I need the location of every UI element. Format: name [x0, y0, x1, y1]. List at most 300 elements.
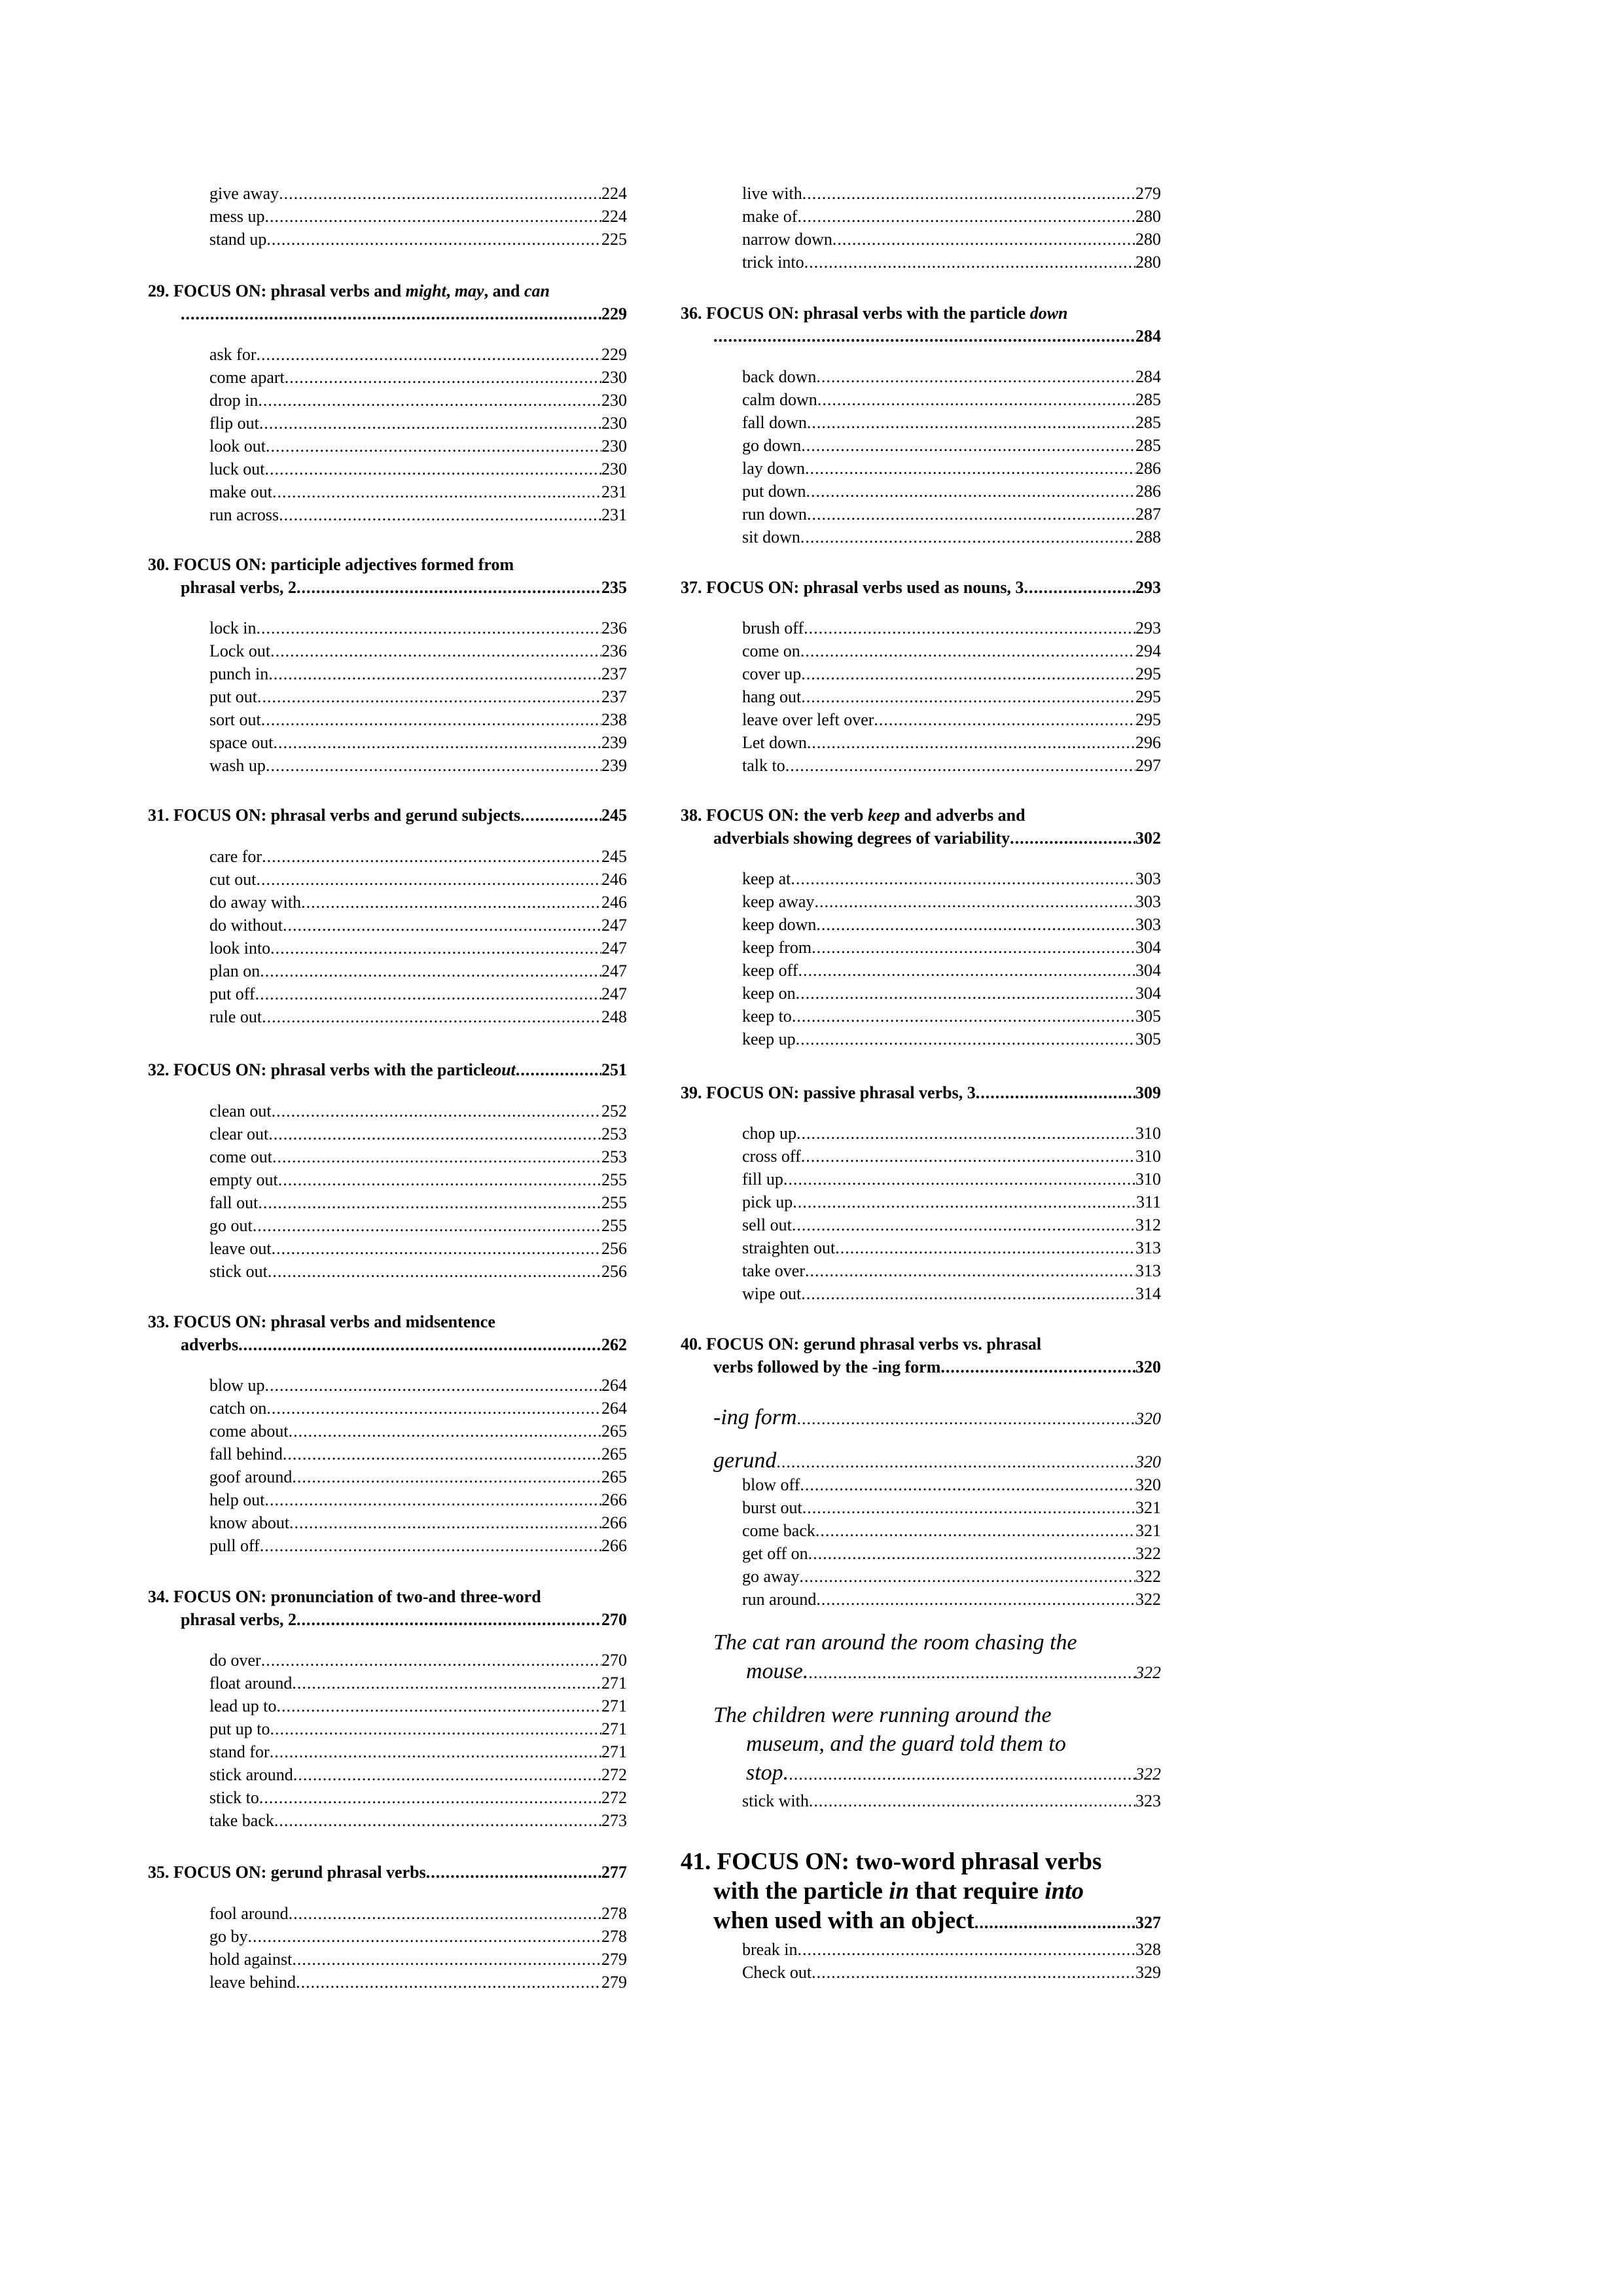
leader-dots — [832, 228, 1135, 251]
toc-entry[interactable] — [742, 936, 1161, 959]
page-number: 246 — [601, 870, 627, 889]
entry-label: hang out — [742, 687, 802, 706]
leader-dots — [258, 1191, 601, 1214]
toc-entry[interactable] — [209, 1534, 627, 1557]
toc-entry[interactable] — [209, 1100, 627, 1122]
italic-toc-entry[interactable] — [681, 1446, 1161, 1477]
leader-dots — [797, 1938, 1135, 1961]
toc-entry[interactable] — [209, 1005, 627, 1028]
entry-label: go away — [742, 1567, 800, 1586]
leader-dots — [776, 1448, 1135, 1477]
entry-label: Lock out — [209, 641, 271, 660]
toc-entry[interactable] — [209, 1374, 627, 1397]
toc-entry[interactable] — [742, 480, 1161, 503]
entry-label: ask for — [209, 345, 257, 364]
toc-entry[interactable] — [742, 754, 1161, 777]
toc-line — [148, 1861, 627, 1884]
toc-entry[interactable] — [209, 343, 627, 366]
leader-dots — [804, 251, 1135, 274]
toc-entry[interactable] — [742, 1028, 1161, 1050]
leader-dots — [285, 366, 601, 389]
toc-entry[interactable] — [742, 1145, 1161, 1168]
toc-entry[interactable] — [742, 1168, 1161, 1191]
leader-dots — [796, 982, 1135, 1005]
toc-entry[interactable] — [209, 1465, 627, 1488]
entry-label: keep away — [742, 892, 815, 911]
entry-label: straighten out — [742, 1238, 836, 1257]
page-number: 288 — [1135, 528, 1161, 547]
italic-toc-entry[interactable] — [681, 1403, 1161, 1433]
leader-dots — [799, 1565, 1135, 1588]
page-number: 245 — [601, 806, 627, 825]
toc-entry[interactable] — [742, 731, 1161, 754]
section-heading[interactable] — [681, 1081, 1161, 1104]
leader-dots — [796, 1028, 1135, 1050]
entry-label: make out — [209, 482, 273, 501]
page-number: 230 — [601, 391, 627, 410]
page-number: 295 — [1135, 664, 1161, 683]
leader-dots — [805, 1259, 1135, 1282]
entry-label: go out — [209, 1216, 253, 1235]
leader-dots — [801, 1282, 1135, 1305]
italic-toc-entry[interactable] — [681, 1628, 1161, 1687]
leader-dots — [265, 1488, 602, 1511]
page-number: 270 — [601, 1610, 627, 1629]
toc-entry[interactable] — [742, 182, 1161, 205]
leader-dots — [248, 1925, 602, 1948]
page-number: 256 — [601, 1262, 627, 1281]
toc-entry[interactable] — [209, 1488, 627, 1511]
page-number: 313 — [1135, 1261, 1161, 1280]
page-number: 310 — [1135, 1124, 1161, 1143]
leader-dots — [792, 1005, 1135, 1028]
toc-entry[interactable] — [209, 1672, 627, 1695]
page-number: 238 — [601, 710, 627, 729]
toc-entry[interactable] — [742, 411, 1161, 434]
heading-text: 35. FOCUS ON: gerund phrasal verbs — [148, 1863, 426, 1882]
entry-label: fool around — [209, 1904, 289, 1923]
entry-label: wash up — [209, 756, 266, 775]
page-number: 239 — [601, 756, 627, 775]
toc-block — [681, 804, 1161, 850]
leader-dots — [793, 1191, 1136, 1213]
toc-entry[interactable] — [209, 1511, 627, 1534]
page-number: 253 — [601, 1124, 627, 1143]
page-number: 272 — [601, 1765, 627, 1784]
toc-entry[interactable] — [209, 182, 627, 205]
leader-dots — [266, 754, 601, 777]
page-number: 320 — [1135, 1409, 1161, 1428]
entry-list — [148, 343, 627, 526]
heading-text: phrasal verbs, 2 — [181, 578, 296, 597]
entry-label: blow off — [742, 1475, 800, 1494]
entry-label: fall out — [209, 1193, 259, 1212]
entry-label: rule out — [209, 1007, 262, 1026]
entry-list — [148, 617, 627, 777]
toc-entry[interactable] — [742, 434, 1161, 457]
toc-entry[interactable] — [209, 754, 627, 777]
entry-label: fill up — [742, 1170, 783, 1189]
leader-dots — [270, 1717, 601, 1740]
toc-entry[interactable] — [742, 890, 1161, 913]
section-heading[interactable] — [148, 553, 627, 599]
leader-dots — [806, 480, 1136, 503]
heading-line — [681, 302, 1161, 325]
page-number: 271 — [601, 1742, 627, 1761]
toc-entry[interactable] — [742, 1519, 1161, 1542]
toc-entry[interactable] — [742, 1961, 1161, 1984]
toc-entry[interactable] — [209, 228, 627, 251]
toc-block — [681, 1701, 1161, 1789]
leader-dots — [296, 1971, 601, 1994]
toc-entry[interactable] — [209, 1717, 627, 1740]
section-heading[interactable] — [681, 804, 1161, 850]
toc-entry[interactable] — [209, 1168, 627, 1191]
heading-line — [681, 1876, 1161, 1906]
leader-dots — [272, 1237, 601, 1260]
page-number: 279 — [1135, 184, 1161, 203]
toc-entry[interactable] — [209, 480, 627, 503]
toc-entry[interactable] — [209, 639, 627, 662]
toc-entry[interactable] — [209, 1786, 627, 1809]
italic-text: mouse. — [746, 1659, 809, 1683]
entry-label: cover up — [742, 664, 802, 683]
italic-text: may — [454, 281, 484, 300]
page-number: 230 — [601, 459, 627, 478]
section-heading[interactable] — [681, 302, 1161, 348]
toc-entry[interactable] — [742, 205, 1161, 228]
toc-block — [681, 302, 1161, 348]
toc-block — [681, 1847, 1161, 1937]
page-number: 231 — [601, 505, 627, 524]
entry-label: do without — [209, 916, 283, 935]
entry-label: keep from — [742, 938, 812, 957]
entry-label: float around — [209, 1674, 293, 1693]
toc-entry[interactable] — [209, 1925, 627, 1948]
entry-label: stick to — [209, 1788, 259, 1807]
toc-entry[interactable] — [209, 412, 627, 435]
leader-dots — [283, 1443, 601, 1465]
toc-entry[interactable] — [742, 685, 1161, 708]
toc-entry[interactable] — [742, 1938, 1161, 1961]
toc-entry[interactable] — [209, 731, 627, 754]
toc-entry[interactable] — [209, 1397, 627, 1420]
leader-dots — [253, 1214, 601, 1237]
section-heading[interactable] — [681, 576, 1161, 599]
leader-dots — [1024, 576, 1135, 599]
toc-entry[interactable] — [209, 1971, 627, 1994]
heading-line: 33. FOCUS ON: phrasal verbs and midsentence — [148, 1312, 495, 1331]
entry-label: stand up — [209, 230, 267, 249]
page-number: 247 — [601, 939, 627, 958]
page-number: 224 — [601, 207, 627, 226]
entry-label: Check out — [742, 1963, 812, 1982]
leader-dots — [800, 526, 1135, 548]
toc-entry[interactable] — [742, 913, 1161, 936]
page-number: 225 — [601, 230, 627, 249]
section-heading[interactable] — [148, 1585, 627, 1631]
entry-label: stick around — [209, 1765, 293, 1784]
section-heading-large[interactable] — [681, 1847, 1161, 1937]
entry-label: make of — [742, 207, 798, 226]
entry-label: cross off — [742, 1147, 801, 1166]
toc-entry[interactable] — [742, 1005, 1161, 1028]
section-heading[interactable] — [148, 1310, 627, 1356]
toc-entry[interactable] — [742, 1565, 1161, 1588]
leader-dots — [802, 182, 1135, 205]
toc-entry[interactable] — [742, 228, 1161, 251]
toc-entry[interactable] — [209, 1948, 627, 1971]
page-number: 265 — [601, 1467, 627, 1486]
heading-text: verbs followed by the -ing form — [713, 1357, 941, 1376]
toc-entry[interactable] — [209, 708, 627, 731]
toc-entry[interactable] — [209, 1260, 627, 1283]
page-number: 231 — [601, 482, 627, 501]
page-number: 247 — [601, 984, 627, 1003]
toc-entry[interactable] — [742, 639, 1161, 662]
page-number: 303 — [1135, 915, 1161, 934]
toc-entry[interactable] — [742, 1122, 1161, 1145]
toc-entry[interactable] — [742, 1473, 1161, 1496]
leader-dots — [258, 389, 601, 412]
heading-text: 32. FOCUS ON: phrasal verbs with the particle — [148, 1060, 493, 1079]
toc-entry[interactable] — [742, 388, 1161, 411]
entry-label: stand for — [209, 1742, 270, 1761]
page-number: 271 — [601, 1719, 627, 1738]
entry-list — [148, 1374, 627, 1557]
section-heading[interactable] — [148, 1058, 627, 1081]
leader-dots — [279, 182, 601, 205]
toc-line — [681, 1081, 1161, 1104]
leader-dots — [816, 913, 1135, 936]
italic-toc-entry[interactable] — [681, 1701, 1161, 1789]
toc-entry[interactable] — [209, 868, 627, 891]
entry-label: trick into — [742, 253, 804, 272]
entry-list — [148, 1100, 627, 1283]
leader-dots — [296, 576, 601, 599]
page-number: 230 — [601, 437, 627, 456]
section-heading[interactable] — [681, 1333, 1161, 1378]
toc-entry[interactable] — [209, 685, 627, 708]
leader-dots — [259, 1786, 601, 1809]
toc-entry[interactable] — [209, 1809, 627, 1832]
toc-entry[interactable] — [742, 457, 1161, 480]
toc-entry[interactable] — [209, 960, 627, 982]
page-number: 295 — [1135, 687, 1161, 706]
toc-entry[interactable] — [209, 1191, 627, 1214]
toc-entry[interactable] — [209, 457, 627, 480]
entry-label: pick up — [742, 1193, 793, 1211]
toc-entry[interactable] — [742, 1542, 1161, 1565]
leader-dots — [808, 1542, 1135, 1565]
toc-entry[interactable] — [742, 617, 1161, 639]
entry-label: do over — [209, 1651, 261, 1670]
toc-entry[interactable] — [209, 662, 627, 685]
page-number: 239 — [601, 733, 627, 752]
page-number: 280 — [1135, 207, 1161, 226]
entry-label: drop in — [209, 391, 259, 410]
entry-label: fall down — [742, 413, 807, 432]
italic-text: might — [405, 281, 446, 300]
toc-line — [148, 576, 627, 599]
toc-line — [681, 1355, 1161, 1378]
toc-block — [681, 1446, 1161, 1477]
leader-dots — [268, 662, 601, 685]
page-number: 278 — [601, 1927, 627, 1946]
page-number: 264 — [601, 1399, 627, 1418]
entry-label: chop up — [742, 1124, 797, 1143]
toc-entry[interactable] — [742, 982, 1161, 1005]
toc-entry[interactable] — [209, 1420, 627, 1443]
section-heading[interactable] — [148, 279, 627, 325]
toc-entry[interactable] — [209, 937, 627, 960]
entry-label: stick with — [742, 1791, 809, 1810]
leader-dots — [181, 302, 601, 325]
toc-line — [681, 325, 1161, 348]
italic-text: gerund — [713, 1448, 777, 1473]
toc-entry[interactable] — [209, 1214, 627, 1237]
entry-label: take over — [742, 1261, 806, 1280]
toc-entry[interactable] — [742, 503, 1161, 526]
toc-entry[interactable] — [209, 845, 627, 868]
italic-text: in — [889, 1878, 910, 1905]
page-number: 235 — [601, 578, 627, 597]
toc-entry[interactable] — [742, 1213, 1161, 1236]
toc-entry[interactable] — [742, 1496, 1161, 1519]
page-number: 327 — [1135, 1913, 1161, 1932]
leader-dots — [260, 1534, 601, 1557]
page-number: 320 — [1135, 1357, 1161, 1376]
page-number: 310 — [1135, 1170, 1161, 1189]
toc-entry[interactable] — [209, 1237, 627, 1260]
entry-label: put up to — [209, 1719, 270, 1738]
toc-entry[interactable] — [742, 959, 1161, 982]
page-number: 304 — [1135, 961, 1161, 980]
entry-label: cut out — [209, 870, 257, 889]
toc-entry[interactable] — [209, 1145, 627, 1168]
toc-entry[interactable] — [742, 662, 1161, 685]
toc-entry[interactable] — [209, 1443, 627, 1465]
entry-label: get off on — [742, 1544, 808, 1563]
entry-label: space out — [209, 733, 274, 752]
heading-text: when used with an object — [713, 1907, 974, 1934]
toc-block — [681, 1628, 1161, 1687]
toc-entry[interactable] — [209, 503, 627, 526]
leader-dots — [270, 937, 601, 960]
entry-label: Let down — [742, 733, 807, 752]
page-number: 286 — [1135, 459, 1161, 478]
entry-label: keep at — [742, 869, 791, 888]
entry-label: blow up — [209, 1376, 265, 1395]
page-number: 322 — [1135, 1590, 1161, 1609]
leader-dots — [265, 1374, 602, 1397]
entry-label: keep up — [742, 1030, 796, 1049]
entry-label: back down — [742, 367, 817, 386]
toc-entry[interactable] — [209, 366, 627, 389]
entry-list — [681, 1938, 1161, 1984]
page-number: 293 — [1135, 578, 1161, 597]
toc-entry[interactable] — [209, 1695, 627, 1717]
toc-entry[interactable] — [209, 1649, 627, 1672]
leader-dots — [261, 1649, 601, 1672]
section-heading[interactable] — [148, 1861, 627, 1884]
leader-dots — [976, 1081, 1135, 1104]
toc-entry[interactable] — [742, 1191, 1161, 1213]
toc-entry[interactable] — [742, 526, 1161, 548]
page-number: 285 — [1135, 390, 1161, 409]
toc-entry[interactable] — [209, 891, 627, 914]
italic-text: out — [493, 1060, 516, 1079]
entry-label: live with — [742, 184, 802, 203]
leader-dots — [273, 731, 601, 754]
toc-block — [681, 1081, 1161, 1104]
leader-dots — [713, 325, 1135, 348]
toc-entry[interactable] — [209, 914, 627, 937]
page-number: 224 — [601, 184, 627, 203]
toc-entry[interactable] — [742, 365, 1161, 388]
leader-dots — [797, 1405, 1136, 1433]
page-number: 237 — [601, 687, 627, 706]
entry-label: clear out — [209, 1124, 269, 1143]
leader-dots — [789, 1760, 1135, 1789]
leader-dots — [279, 503, 601, 526]
toc-entry[interactable] — [209, 1740, 627, 1763]
toc-entry[interactable] — [742, 251, 1161, 274]
entry-label: flip out — [209, 414, 259, 433]
toc-entry[interactable] — [209, 205, 627, 228]
leader-dots — [277, 1695, 601, 1717]
toc-entry[interactable] — [209, 1122, 627, 1145]
toc-entry[interactable] — [209, 982, 627, 1005]
page-number: 230 — [601, 368, 627, 387]
entry-label: run down — [742, 505, 807, 524]
page-number: 255 — [601, 1216, 627, 1235]
heading-text: phrasal verbs, 2 — [181, 1610, 296, 1629]
heading-line: 30. FOCUS ON: participle adjectives formed from — [148, 555, 514, 574]
leader-dots — [256, 343, 601, 366]
page-number: 253 — [601, 1147, 627, 1166]
section-heading[interactable] — [148, 804, 627, 827]
toc-entry[interactable] — [742, 1588, 1161, 1611]
toc-entry[interactable] — [209, 1763, 627, 1786]
page-number: 229 — [601, 345, 627, 364]
toc-entry[interactable] — [209, 435, 627, 457]
toc-entry[interactable] — [742, 708, 1161, 731]
entry-label: put down — [742, 482, 806, 501]
page-number: 236 — [601, 641, 627, 660]
toc-entry[interactable] — [209, 617, 627, 639]
toc-entry[interactable] — [742, 1259, 1161, 1282]
entry-label: keep to — [742, 1007, 792, 1026]
page-number: 320 — [1135, 1452, 1161, 1471]
entry-label: look into — [209, 939, 271, 958]
heading-text: 36. FOCUS ON: phrasal verbs with the particle — [681, 304, 1030, 323]
page-number: 322 — [1135, 1765, 1161, 1784]
toc-entry[interactable] — [209, 389, 627, 412]
leader-dots — [266, 228, 601, 251]
toc-entry[interactable] — [742, 1236, 1161, 1259]
leader-dots — [783, 1168, 1135, 1191]
toc-entry[interactable] — [742, 1282, 1161, 1305]
toc-entry[interactable] — [742, 1789, 1161, 1812]
page-number: 309 — [1135, 1083, 1161, 1102]
toc-entry[interactable] — [209, 1902, 627, 1925]
leader-dots — [814, 890, 1135, 913]
entry-list — [681, 867, 1161, 1050]
entry-label: pull off — [209, 1536, 260, 1555]
page-number: 310 — [1135, 1147, 1161, 1166]
toc-entry[interactable] — [742, 867, 1161, 890]
